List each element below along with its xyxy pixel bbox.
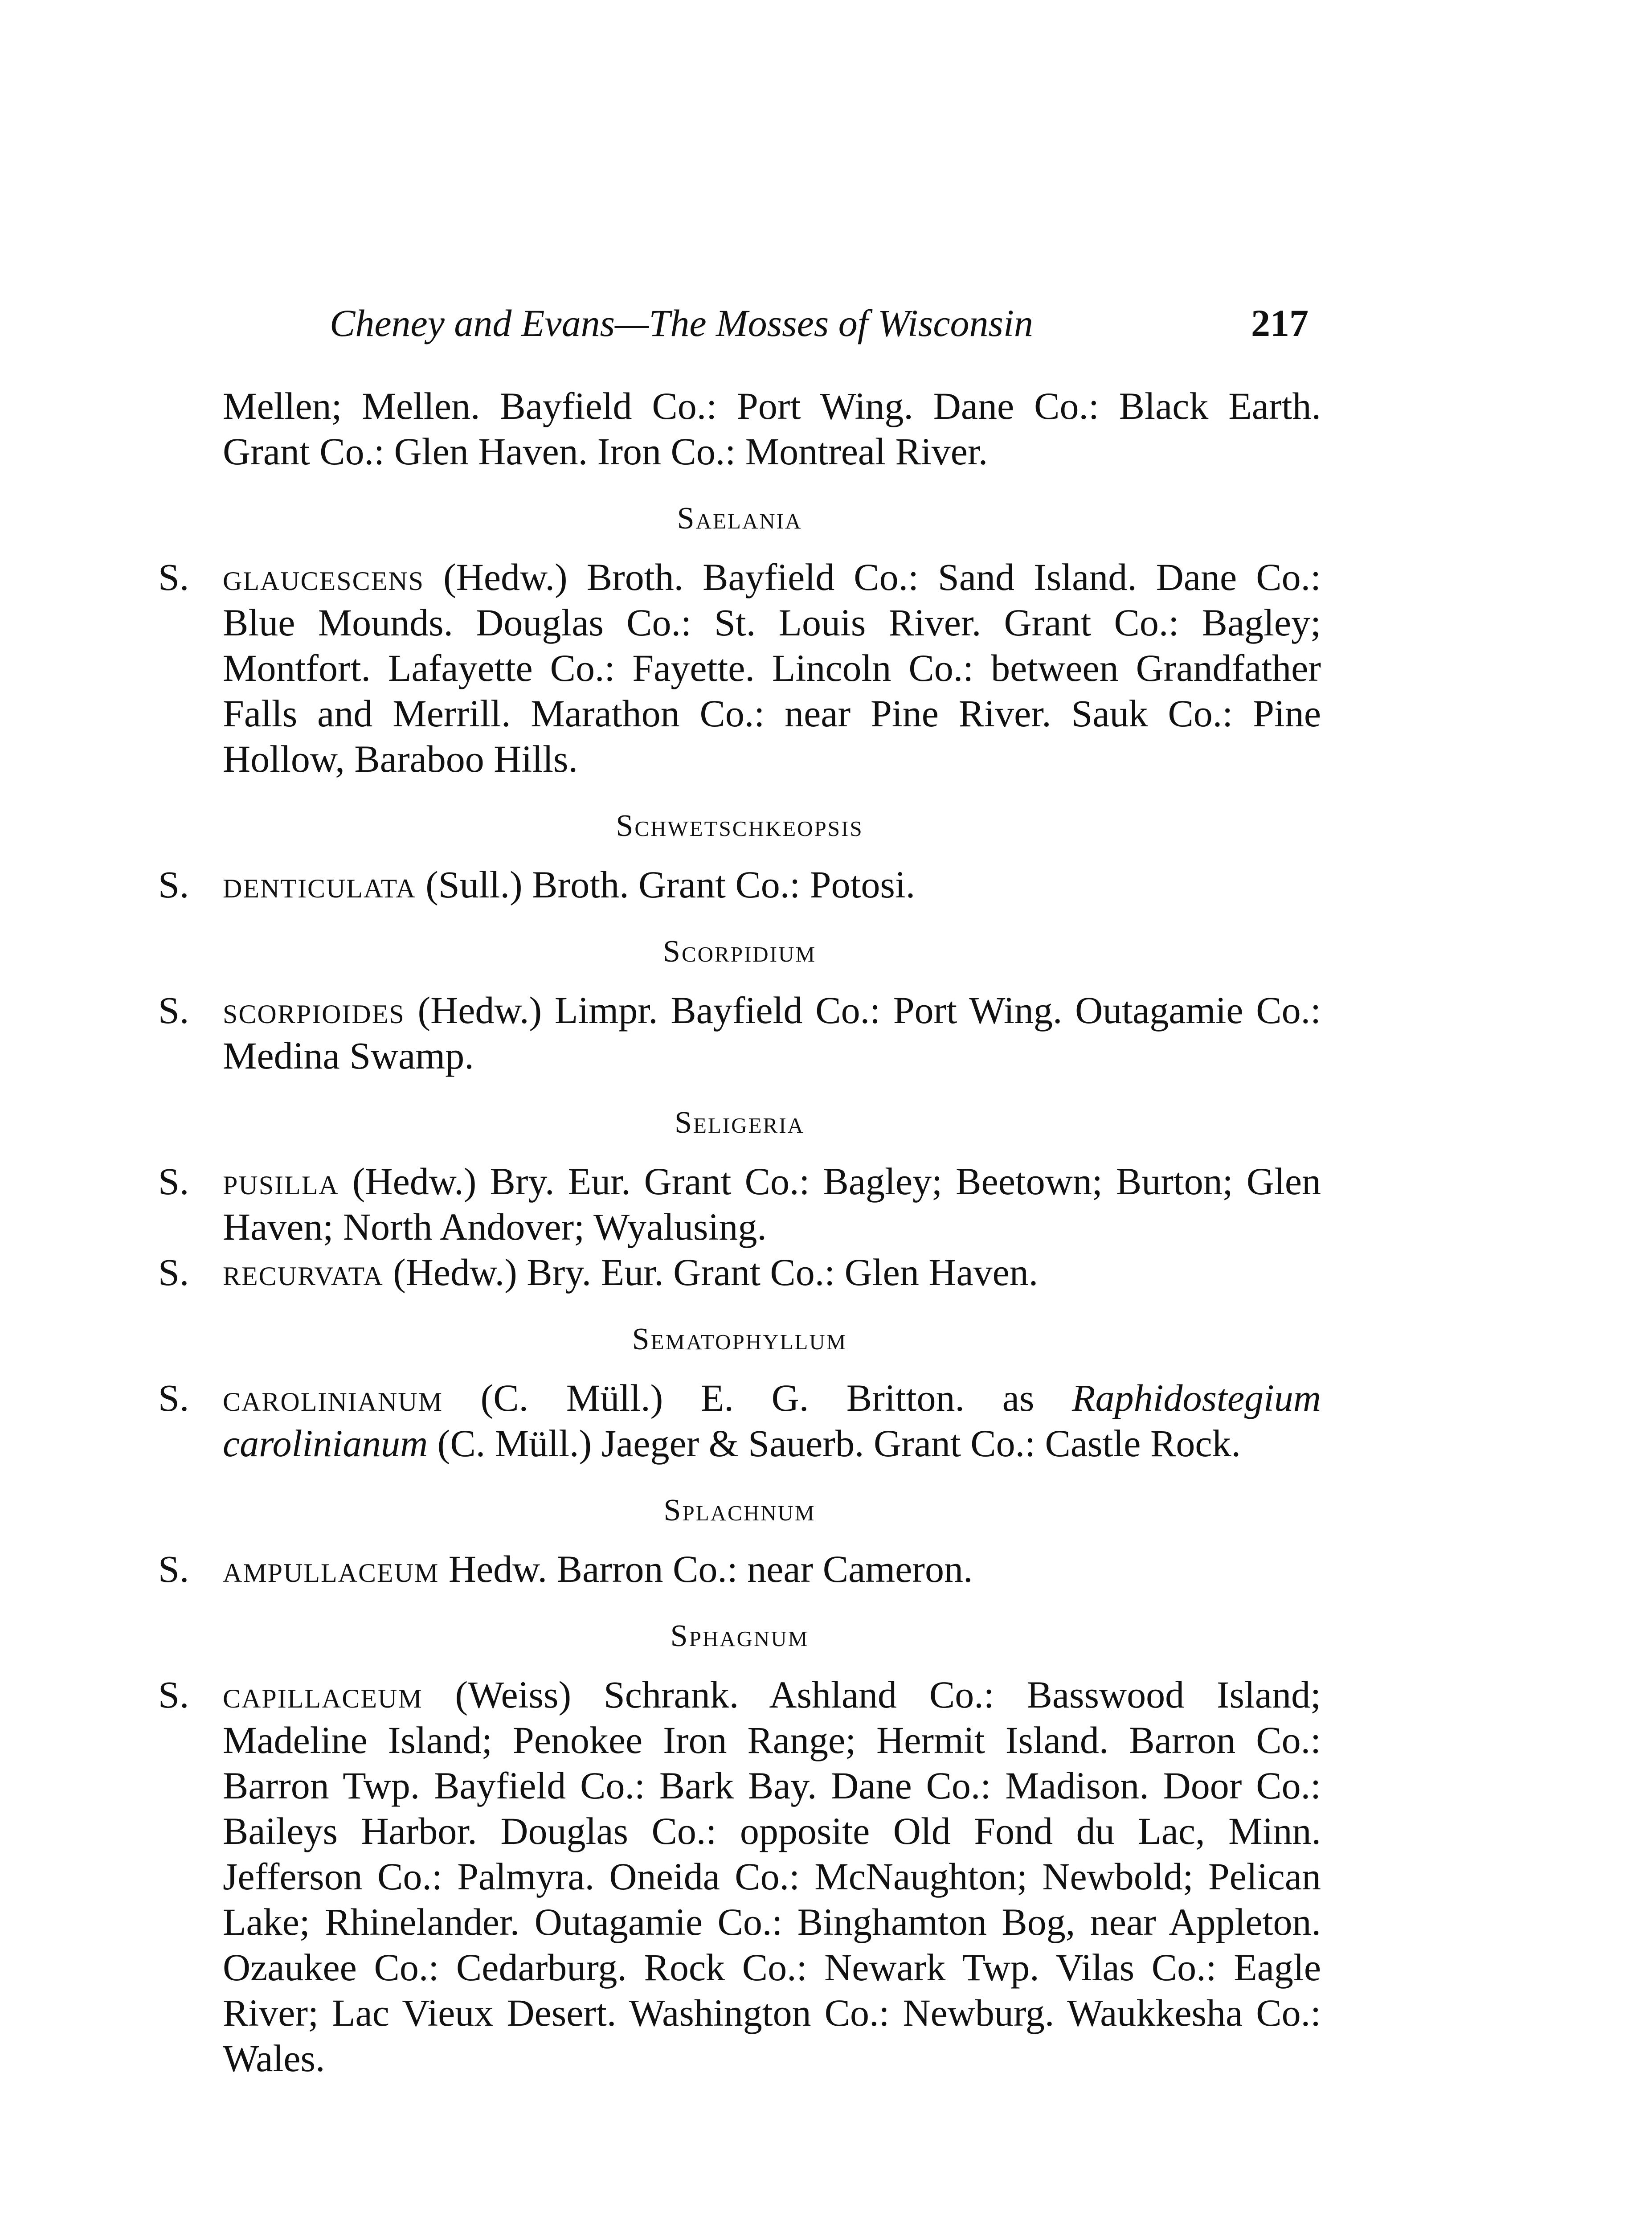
species-entry: [158, 1375, 1321, 1466]
running-head: [0, 292, 1652, 350]
genus-section: [158, 804, 1321, 907]
species-name: recurvata: [223, 1251, 384, 1294]
species-entry: [158, 1546, 1321, 1592]
genus-section: [158, 930, 1321, 1078]
species-entry: [158, 1249, 1321, 1295]
genus-section: [158, 1488, 1321, 1592]
entry-text: Hedw. Barron Co.: near Cameron.: [439, 1548, 973, 1590]
species-entry: [158, 554, 1321, 782]
species-entry: [158, 862, 1321, 907]
entry-text: (Hedw.) Broth. Bayfield Co.: Sand Island. Dane Co.: Blue Mounds. Douglas Co.: St. Louis River. Grant Co.: Bagley; Montfort. Lafayette Co.: Fayette. Lincoln Co.: between Grandfather Falls and Merrill. Marathon Co.: near Pine River. Sauk Co.: Pine Hollow, Baraboo Hills.: [223, 556, 1321, 780]
entry-text: (Sull.) Broth. Grant Co.: Potosi.: [416, 863, 916, 906]
genus-heading: Splachnum: [663, 1493, 816, 1528]
genus-heading: Sphagnum: [670, 1619, 809, 1653]
species-name: denticulata: [223, 863, 416, 906]
genus-heading: Sematophyllum: [632, 1322, 847, 1356]
entry-text: (Weiss) Schrank. Ashland Co.: Basswood Island; Madeline Island; Penokee Iron Range; Hermit Island. Barron Co.: Barron Twp. Bayfield Co.: Bark Bay. Dane Co.: Madison. Door Co.: Baileys Harbor. Douglas Co.: opposite Old Fond du Lac, Minn. Jefferson Co.: Palmyra. Oneida Co.: McNaughton; Newbold; Pelican Lake; Rhinelander. Outagamie Co.: Binghamton Bog, near Appleton. Ozaukee Co.: Cedarburg. Rock Co.: Newark Twp. Vilas Co.: Eagle River; Lac Vieux Desert. Washington Co.: Newburg. Waukkesha Co.: Wales.: [223, 1673, 1321, 2080]
running-title: Cheney and Evans—The Mosses of Wisconsin: [330, 302, 1033, 344]
genus-abbreviation: S.: [158, 1160, 189, 1203]
genus-abbreviation: S.: [158, 863, 189, 906]
genus-abbreviation: S.: [158, 1548, 189, 1590]
genus-section: [158, 1614, 1321, 2081]
genus-heading: Saelania: [677, 501, 802, 536]
species-entry: [158, 1672, 1321, 2081]
page-number: 217: [1251, 302, 1309, 344]
species-name: ampullaceum: [223, 1548, 439, 1590]
entry-text: (C. Müll.) E. G. Britton. as: [442, 1376, 1072, 1419]
species-name: carolinianum: [223, 1376, 443, 1419]
genus-heading: Seligeria: [675, 1106, 805, 1140]
genus-section: [158, 1101, 1321, 1295]
genus-abbreviation: S.: [158, 1251, 189, 1294]
entry-text: (Hedw.) Bry. Eur. Grant Co.: Glen Haven.: [383, 1251, 1039, 1294]
genus-section: [158, 1317, 1321, 1466]
entry-text: (Hedw.) Limpr. Bayfield Co.: Port Wing. Outagamie Co.: Medina Swamp.: [223, 989, 1321, 1077]
genus-heading: Schwetschkeopsis: [616, 809, 863, 843]
genus-abbreviation: S.: [158, 556, 189, 598]
entry-text: (Hedw.) Bry. Eur. Grant Co.: Bagley; Beetown; Burton; Glen Haven; North Andover; Wyalusing.: [223, 1160, 1321, 1248]
genus-heading: Scorpidium: [663, 934, 816, 969]
genus-abbreviation: S.: [158, 989, 189, 1032]
genus-abbreviation: S.: [158, 1376, 189, 1419]
synonym-name: Raphidostegium carolinianum: [223, 1376, 1321, 1465]
species-name: scorpioides: [223, 989, 405, 1032]
species-entry: [158, 1159, 1321, 1249]
page-body: [158, 383, 1321, 2081]
species-name: pusilla: [223, 1160, 339, 1203]
genus-abbreviation: S.: [158, 1673, 189, 1716]
species-name: glaucescens: [223, 556, 425, 598]
entry-text-continued: (C. Müll.) Jaeger & Sauerb. Grant Co.: Castle Rock.: [428, 1422, 1241, 1465]
continuation-paragraph: Mellen; Mellen. Bayfield Co.: Port Wing. Dane Co.: Black Earth. Grant Co.: Glen Haven. Iron Co.: Montreal River.: [223, 385, 1321, 473]
species-name: capillaceum: [223, 1673, 423, 1716]
species-entry: [158, 987, 1321, 1078]
genus-section: [158, 496, 1321, 782]
